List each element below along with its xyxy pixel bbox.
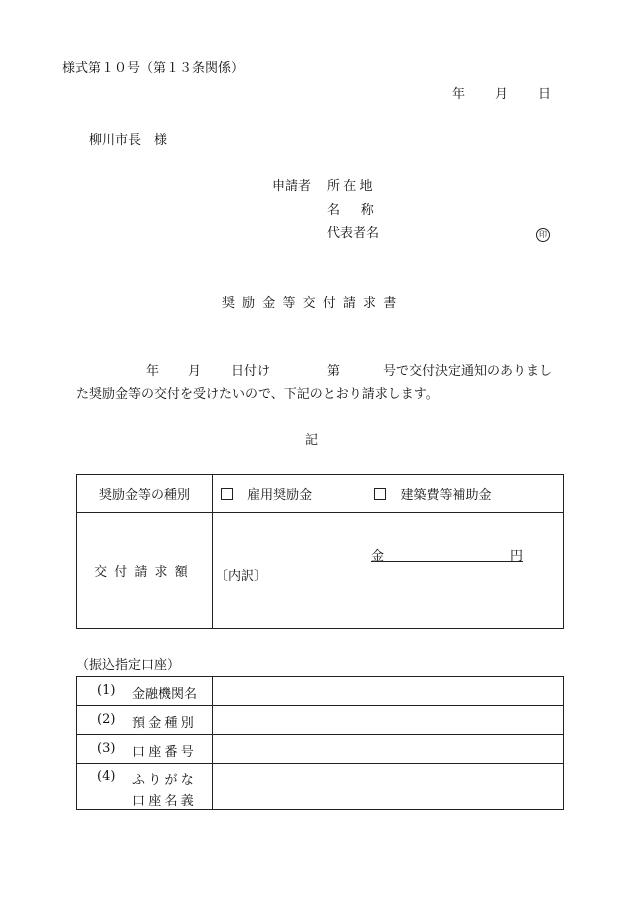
checkbox-construction[interactable] <box>374 488 386 500</box>
deposit-type-field[interactable] <box>213 706 564 735</box>
body-year: 年 <box>146 364 160 379</box>
amount-value-cell[interactable] <box>213 513 564 629</box>
bank-label-cell <box>77 764 213 810</box>
checkbox-employment[interactable] <box>221 488 233 500</box>
body-month: 月 <box>188 364 202 379</box>
type-label: 奨励金等の種別 <box>98 488 190 503</box>
breakdown-label: 〔内訳〕 <box>215 569 268 584</box>
name-label: 名称 <box>327 203 395 218</box>
bank-heading: （振込指定口座） <box>76 658 181 673</box>
bank-label-cell <box>77 735 213 764</box>
table-row <box>77 677 564 706</box>
table-row <box>77 764 564 810</box>
account-number-label: 口座番号 <box>132 745 198 760</box>
row-number: (2) <box>97 712 116 727</box>
row-number: (3) <box>97 741 116 756</box>
date-month: 月 <box>495 87 509 102</box>
amount-label-cell <box>77 513 213 629</box>
date-year: 年 <box>452 87 466 102</box>
account-name-field[interactable] <box>213 764 564 810</box>
body-line1-rest: 号で交付決定通知のありまし <box>383 364 553 379</box>
row-number: (4) <box>97 769 116 784</box>
yen-label: 円 <box>509 549 523 564</box>
option-employment: 雇用奨励金 <box>247 488 313 503</box>
option-construction: 建築費等補助金 <box>400 488 492 503</box>
body-dai: 第 <box>327 364 341 379</box>
furigana-label: ふりがな <box>132 773 198 788</box>
document-title: 奨励金等交付請求書 <box>222 296 404 311</box>
row-number: (1) <box>97 683 116 698</box>
body-dated: 日付け <box>231 364 271 379</box>
account-number-field[interactable] <box>213 735 564 764</box>
body-line2: た奨励金等の交付を受けたいので、下記のとおり請求します。 <box>76 387 439 402</box>
address-label: 所在地 <box>327 179 376 194</box>
bank-name-field[interactable] <box>213 677 564 706</box>
date-day: 日 <box>538 87 552 102</box>
deposit-type-label: 預金種別 <box>132 716 198 731</box>
amount-label: 交付請求額 <box>94 565 195 580</box>
type-options-cell <box>213 475 564 513</box>
form-number: 様式第１０号（第１３条関係） <box>62 61 245 76</box>
addressee: 柳川市長 様 <box>89 133 168 148</box>
bank-name-label: 金融機関名 <box>132 687 198 702</box>
bank-label-cell <box>77 706 213 735</box>
type-label-cell <box>77 475 213 513</box>
request-table <box>76 474 564 629</box>
bank-table <box>76 676 564 810</box>
ki-heading: 記 <box>305 433 319 448</box>
table-row <box>77 475 564 513</box>
table-row <box>77 513 564 629</box>
seal-mark: 印 <box>536 228 550 242</box>
account-name-label: 口座名義 <box>132 794 198 809</box>
table-row <box>77 735 564 764</box>
kin-label: 金 <box>371 549 385 564</box>
amount-line <box>371 545 523 562</box>
table-row <box>77 706 564 735</box>
representative-label: 代表者名 <box>327 226 380 241</box>
applicant-label: 申請者 <box>272 179 312 194</box>
bank-label-cell <box>77 677 213 706</box>
